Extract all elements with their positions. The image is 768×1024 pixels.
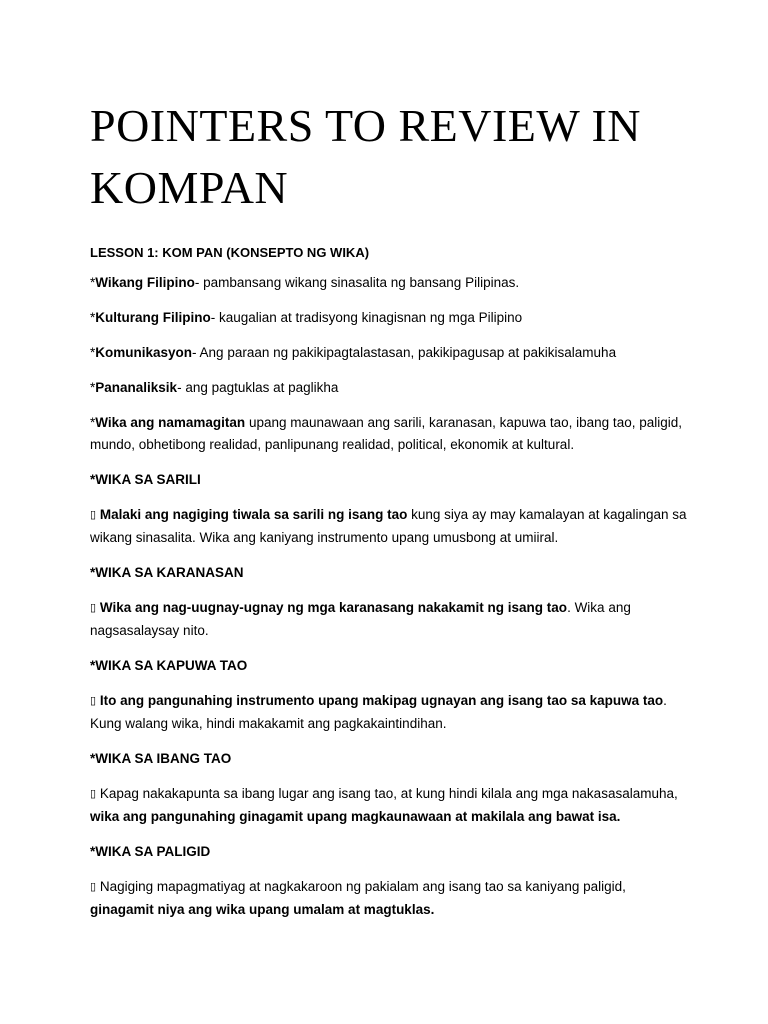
definition-item: *Wika ang namamagitan upang maunawaan ang sarili, karanasan, kapuwa tao, ibang tao, paligid, mundo, obhetibong realidad, panlipunang realidad, political, ekonomik at kultural. (90, 415, 682, 452)
page-title: POINTERS TO REVIEW IN KOMPAN (90, 100, 641, 213)
bullet-box-icon: ▯ (90, 881, 97, 893)
section-body: ▯ Wika ang nag-uugnay-ugnay ng mga karanasang nakakamit ng isang tao. Wika ang nagsasalaysay nito. (90, 597, 690, 642)
term: Wika ang namamagitan (95, 415, 246, 430)
bullet-box-icon: ▯ (90, 509, 97, 521)
term: Wikang Filipino (95, 275, 195, 290)
definition-item: *Kulturang Filipino- kaugalian at tradisyong kinagisnan ng mga Pilipino (90, 310, 523, 325)
term: Komunikasyon (95, 345, 193, 360)
section-heading: *WIKA SA IBANG TAO (90, 751, 232, 766)
section-body: ▯ Malaki ang nagiging tiwala sa sarili ng isang tao kung siya ay may kamalayan at kagalingan sa wikang sinasalita. Wika ang kaniyang instrumento upang umusbong at umiiral. (90, 504, 690, 549)
definition-item: *Komunikasyon- Ang paraan ng pakikipagtalastasan, pakikipagusap at pakikisalamuha (90, 345, 617, 360)
section-heading: *WIKA SA PALIGID (90, 844, 211, 859)
section-body: ▯ Kapag nakakapunta sa ibang lugar ang isang tao, at kung hindi kilala ang mga nakasasalamuha, wika ang pangunahing ginagamit upang magkaunawaan at makilala ang bawat isa. (90, 783, 690, 828)
section-heading: *WIKA SA KARANASAN (90, 565, 244, 580)
document-page (90, 0, 690, 921)
bullet-box-icon: ▯ (90, 602, 97, 614)
bullet-box-icon: ▯ (90, 695, 97, 707)
definition-item: *Pananaliksik- ang pagtuklas at paglikha (90, 380, 339, 395)
section-heading: *WIKA SA KAPUWA TAO (90, 658, 248, 673)
lesson-heading: LESSON 1: KOM PAN (KONSEPTO NG WIKA) (90, 245, 370, 260)
term: Kulturang Filipino (95, 310, 211, 325)
definition-item: *Wikang Filipino- pambansang wikang sinasalita ng bansang Pilipinas. (90, 275, 520, 290)
section-body: ▯ Ito ang pangunahing instrumento upang makipag ugnayan ang isang tao sa kapuwa tao. Kung walang wika, hindi makakamit ang pagkakaintindihan. (90, 690, 690, 735)
bullet-box-icon: ▯ (90, 788, 97, 800)
section-heading: *WIKA SA SARILI (90, 472, 201, 487)
section-body: ▯ Nagiging mapagmatiyag at nagkakaroon ng pakialam ang isang tao sa kaniyang paligid, ginagamit niya ang wika upang umalam at magtuklas. (90, 876, 690, 921)
term: Pananaliksik (95, 380, 178, 395)
